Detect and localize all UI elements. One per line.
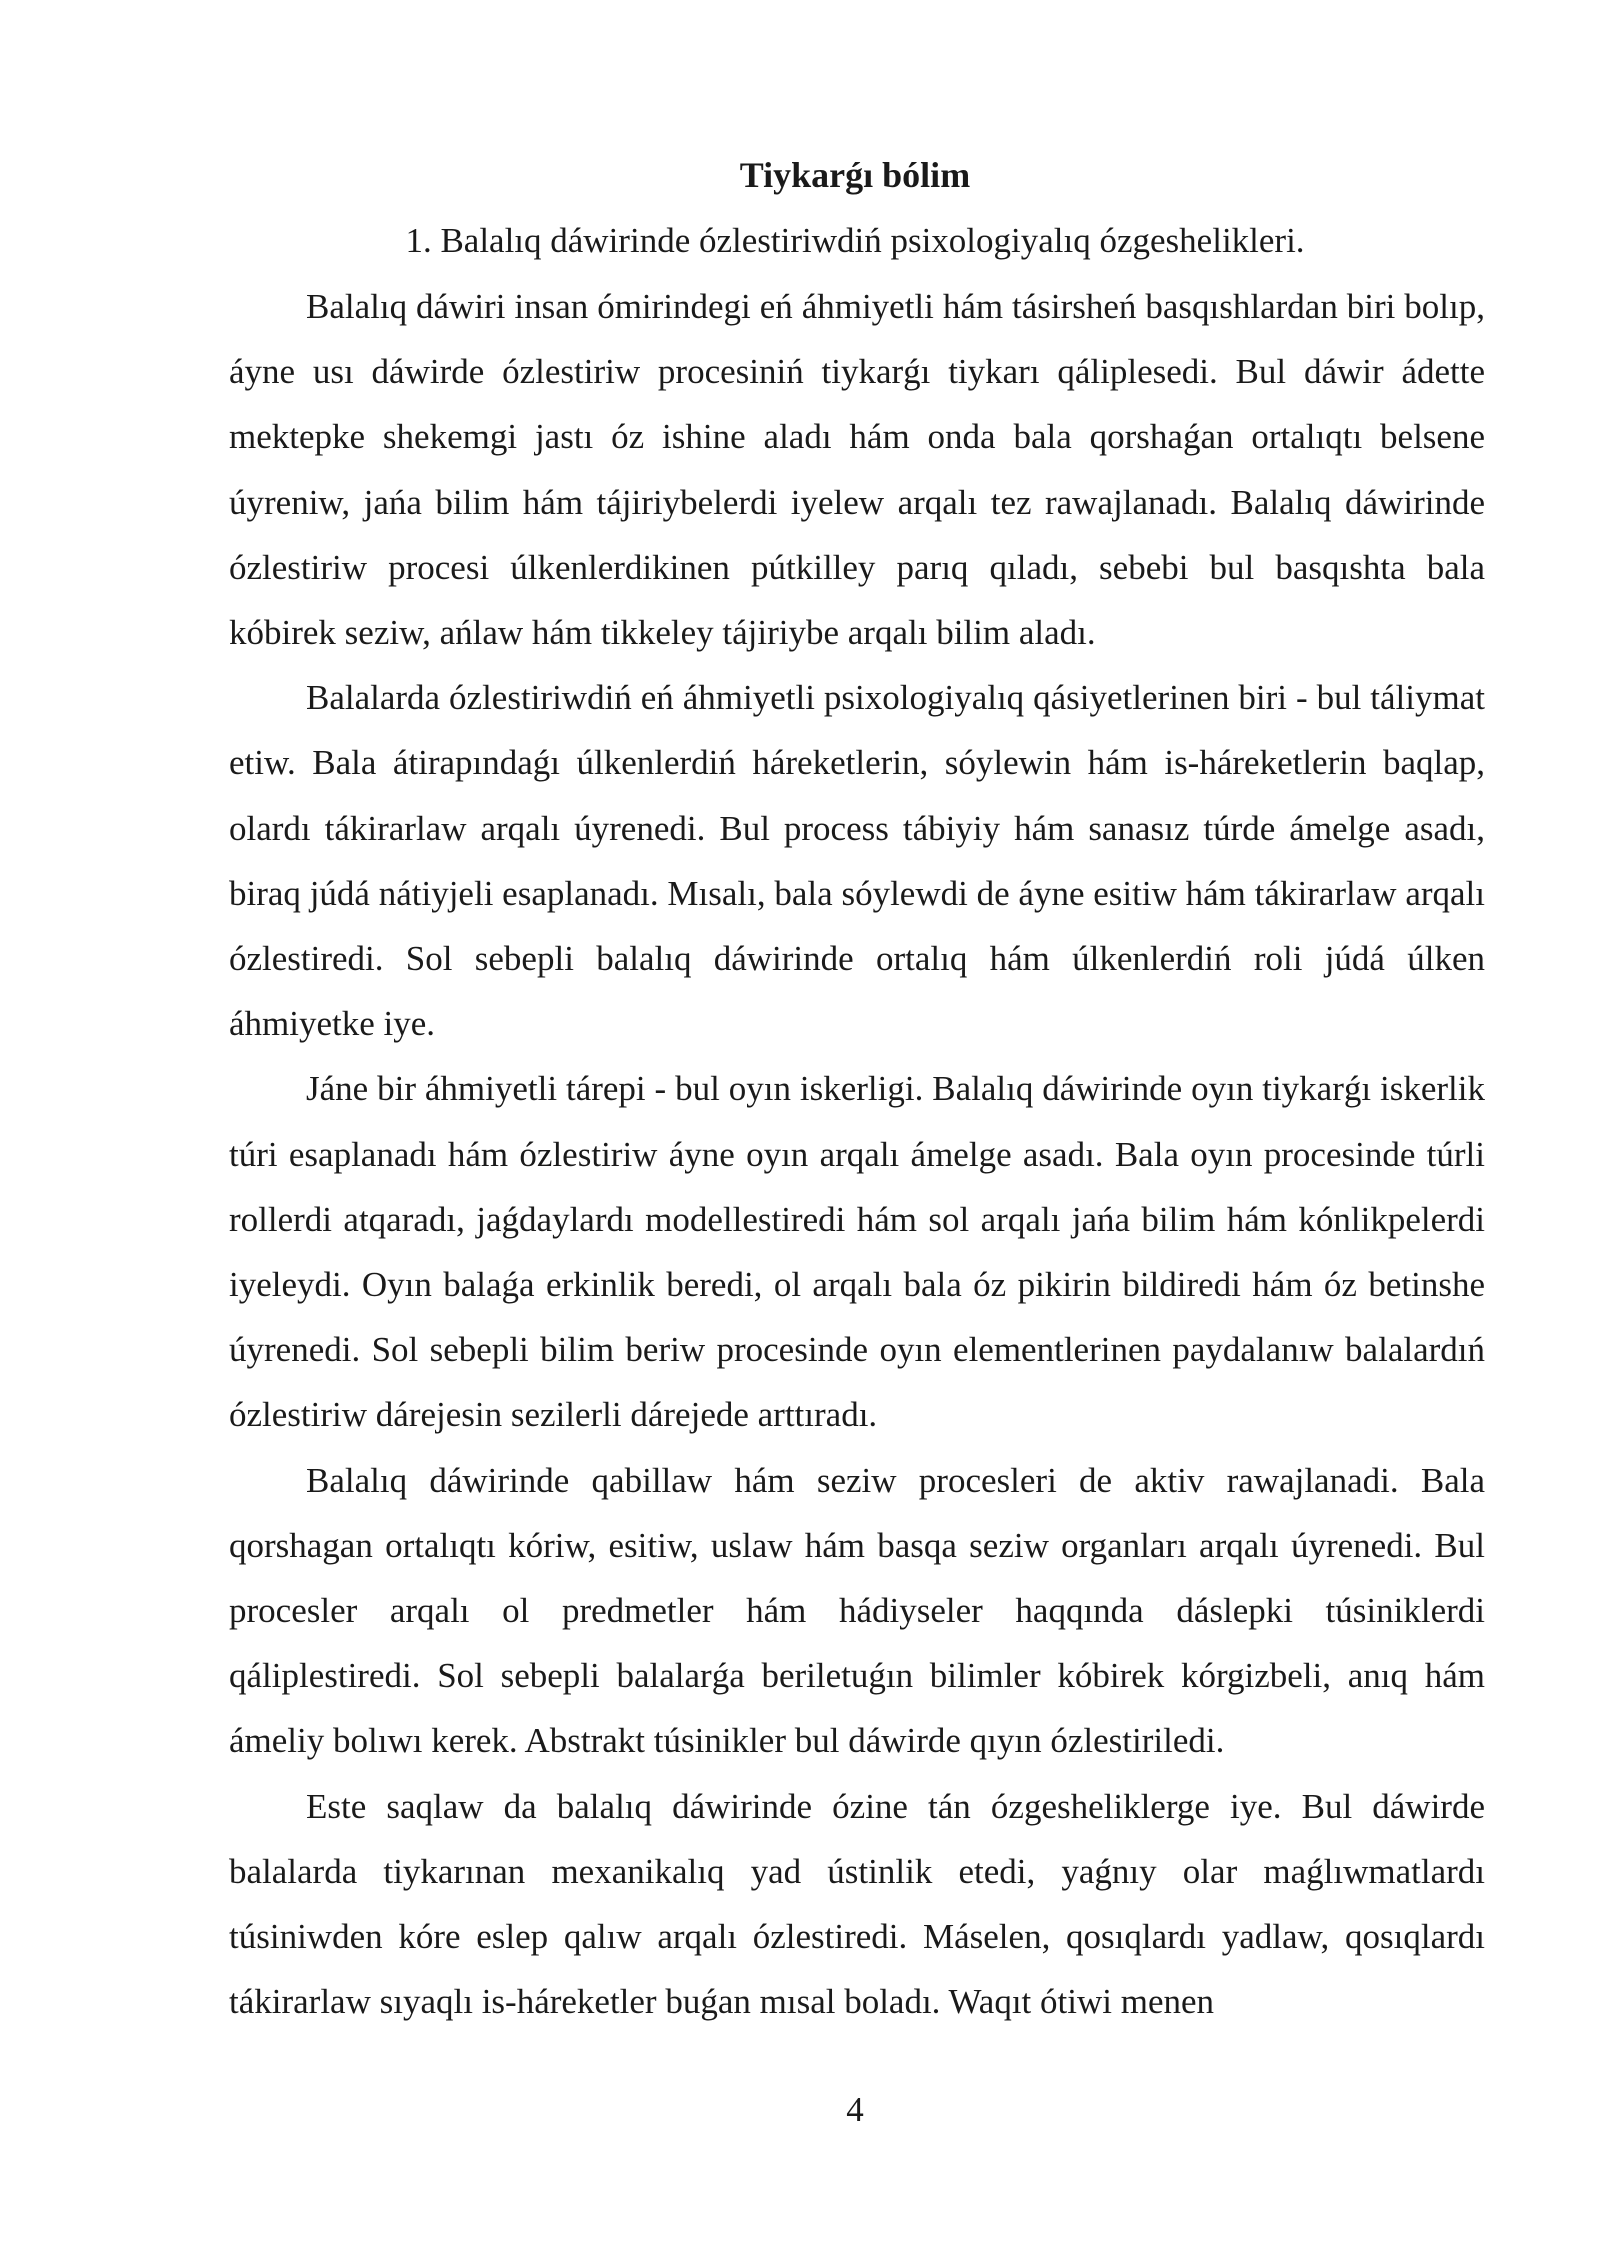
paragraph: Jáne bir áhmiyetli tárepi - bul oyın iskerligi. Balalıq dáwirinde oyın tiykarǵı iskerlik túri esaplanadı hám ózlestiriw áyne oyın arqalı ámelge asadı. Bala oyın procesinde túrli rollerdi atqaradı, jaǵdaylardı modellestiredi hám sol arqalı jańa bilim hám kónlikpelerdi iyeleydi. Oyın balaǵa erkinlik beredi, ol arqalı bala óz pikirin bildiredi hám óz betinshe úyrenedi. Sol sebepli bilim beriw procesinde oyın elementlerinen paydalanıw balalardıń ózlestiriw dárejesin sezilerli dárejede arttıradı. [229, 1069, 1485, 1435]
page-number: 4 [846, 2090, 864, 2129]
paragraph: Balalıq dáwirinde qabillaw hám seziw procesleri de aktiv rawajlanadi. Bala qorshagan ortalıqtı kóriw, esitiw, uslaw hám basqa seziw organları arqalı úyrenedi. Bul procesler arqalı ol predmetler hám hádiyseler haqqında dáslepki túsiniklerdi qáliplestiredi. Sol sebepli balalarǵa beriletuǵın bilimler kóbirek kórgizbeli, anıq hám ámeliy bolıwı kerek. Abstrakt túsinikler bul dáwirde qıyın ózlestiriledi. [229, 1460, 1485, 1761]
paragraph: Balalarda ózlestiriwdiń eń áhmiyetli psixologiyalıq qásiyetlerinen biri - bul táliymat etiw. Bala átirapındaǵı úlkenlerdiń háreketlerin, sóylewin hám is-háreketlerin baqlap, olardı tákirarlaw arqalı úyrenedi. Bul process tábiyiy hám sanasız túrde ámelge asadı, biraq júdá nátiyjeli esaplanadı. Mısalı, bala sóylewdi de áyne esitiw hám tákirarlaw arqalı ózlestiredi. Sol sebepli balalıq dáwirinde ortalıq hám úlkenlerdiń roli júdá úlken áhmiyetke iye. [229, 678, 1485, 1044]
subsection-title: 1. Balalıq dáwirinde ózlestiriwdiń psixologiyalıq ózgeshelikleri. [405, 221, 1305, 260]
paragraph: Este saqlaw da balalıq dáwirinde ózine tán ózgesheliklerge iye. Bul dáwirde balalarda tiykarınan mexanikalıq yad ústinlik etedi, yaǵnıy olar maǵlıwmatlardı túsiniwden kóre eslep qalıw arqalı ózlestiredi. Máselen, qosıqlardı yadlaw, qosıqlardı tákirarlaw sıyaqlı is-háreketler buǵan mısal boladı. Waqıt ótiwi menen [229, 1786, 1485, 2022]
body-text [229, 274, 1485, 2034]
section-heading: Tiykarǵı bólim [739, 155, 971, 195]
paragraph: Balalıq dáwiri insan ómirindegi eń áhmiyetli hám tásirsheń basqıshlardan biri bolıp, áyne usı dáwirde ózlestiriw procesiniń tiykarǵı tiykarı qáliplesedi. Bul dáwir ádette mektepke shekemgi jastı óz ishine aladı hám onda bala qorshaǵan ortalıqtı belsene úyreniw, jańa bilim hám tájiriybelerdi iyelew arqalı tez rawajlanadı. Balalıq dáwirinde ózlestiriw procesi úlkenlerdikinen pútkilley parıq qıladı, sebebi bul basqıshta bala kóbirek seziw, ańlaw hám tikkeley tájiriybe arqalı bilim aladı. [229, 287, 1485, 653]
